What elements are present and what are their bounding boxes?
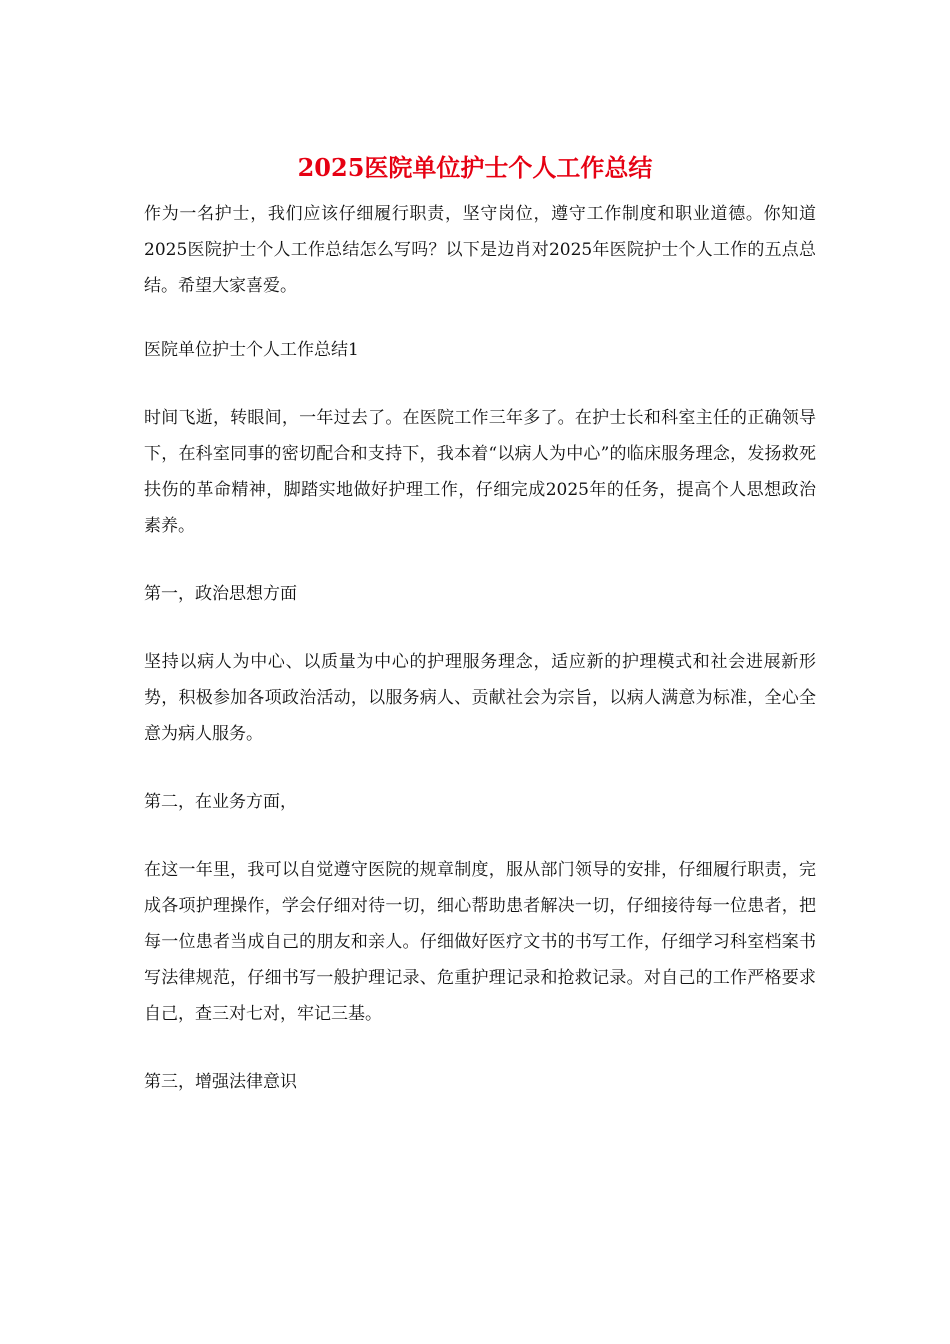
section-heading-legal: 第三，增强法律意识 <box>144 1072 297 1092</box>
document-body <box>144 196 816 1132</box>
body-paragraph-political: 坚持以病人为中心、以质量为中心的护理服务理念，适应新的护理模式和社会进展新形势，积极参加各项政治活动，以服务病人、贡献社会为宗旨，以病人满意为标准，全心全意为病人服务。 <box>144 652 816 744</box>
document-title: 2025医院单位护士个人工作总结 <box>297 153 653 182</box>
section-heading-summary-1: 医院单位护士个人工作总结1 <box>144 340 359 360</box>
body-paragraph-business: 在这一年里，我可以自觉遵守医院的规章制度，服从部门领导的安排，仔细履行职责，完成各项护理操作，学会仔细对待一切，细心帮助患者解决一切，仔细接待每一位患者，把每一位患者当成自己的朋友和亲人。仔细做好医疗文书的书写工作，仔细学习科室档案书写法律规范，仔细书写一般护理记录、危重护理记录和抢救记录。对自己的工作严格要求自己，查三对七对，牢记三基。 <box>144 860 816 1024</box>
section-heading-political: 第一，政治思想方面 <box>144 584 297 604</box>
body-paragraph-overview: 时间飞逝，转眼间，一年过去了。在医院工作三年多了。在护士长和科室主任的正确领导下，在科室同事的密切配合和支持下，我本着“以病人为中心”的临床服务理念，发扬救死扶伤的革命精神，脚踏实地做好护理工作，仔细完成2025年的任务，提高个人思想政治素养。 <box>144 408 816 536</box>
section-heading-business: 第二，在业务方面， <box>144 792 297 812</box>
intro-paragraph: 作为一名护士，我们应该仔细履行职责，坚守岗位，遵守工作制度和职业道德。你知道2025医院护士个人工作总结怎么写吗？以下是边肖对2025年医院护士个人工作的五点总结。希望大家喜爱。 <box>144 204 816 296</box>
